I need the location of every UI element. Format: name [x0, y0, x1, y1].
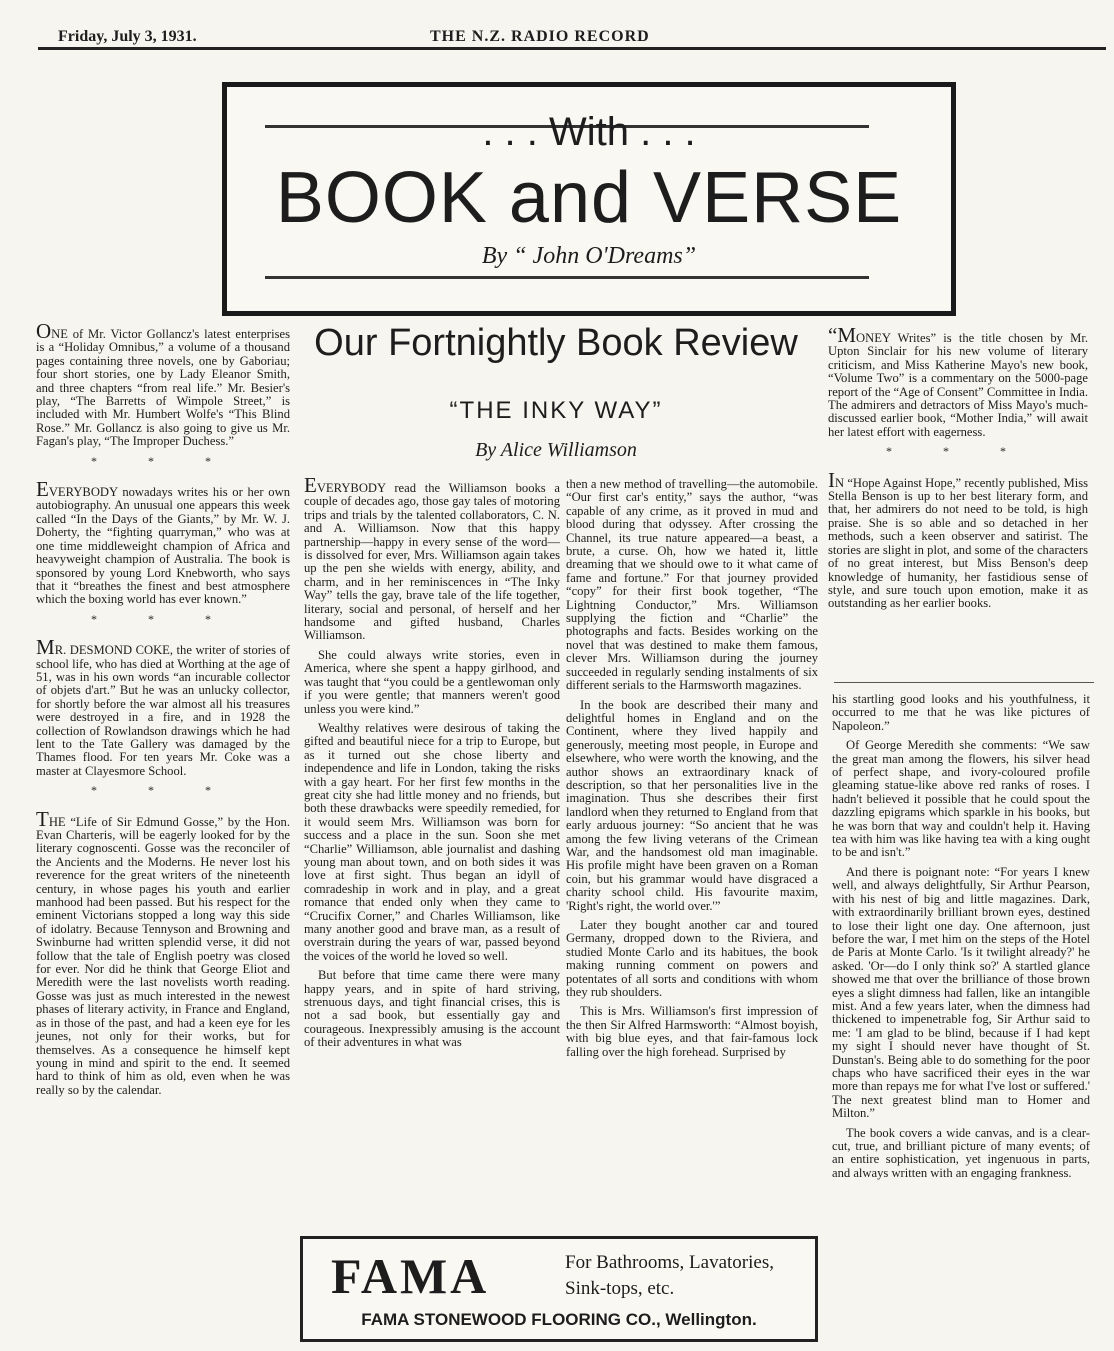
- column-2: [304, 473, 560, 1056]
- separator: * * *: [91, 611, 235, 626]
- review-byline: By Alice Williamson: [475, 439, 637, 461]
- advert-line-2: Sink-tops, etc.: [565, 1278, 675, 1299]
- banner-title: BOOK and VERSE: [275, 158, 903, 238]
- paper-name: THE N.Z. RADIO RECORD: [430, 28, 650, 45]
- article-paragraph: But before that time came there were many happy years, and in spite of hard striving, strenuous days, and tight financial crises, this is not a sad book, but essentially gay and courageous. Inexpressibly amusing is the account of their adventures in what was: [304, 968, 560, 1050]
- column-1: [36, 319, 290, 1103]
- article-paragraph: THE “Life of Sir Edmund Gosse,” by the Hon. Evan Charteris, will be eagerly looked for by the literary cognoscenti. Gosse was the reconciler of the Ancients and the Moderns. He never lost his reverence for the great writers of the nineteenth century, in whose pages his youth and earlier manhood had been passed. But his respect for the eminent Victorians stopped a long way this side of idolatry. Because Tennyson and Browning and Swinburne had written splendid verse, it did not follow that the tale of English poetry was closed for ever. Nor did he think that George Eliot and Meredith were the last novelists worth reading. Gosse was just as much interested in the newest phases of literary activity, in France and England, as in those of the past, and had a keen eye for les jeunes, not only for their works, but for themselves. As a consequence he himself kept young in mind and spirit to the end. It seemed hard to think of him as old, even when he was really so by the calendar.: [36, 806, 290, 1097]
- advert-logo: FAMA: [331, 1248, 490, 1304]
- separator: * * *: [886, 444, 1030, 459]
- article-paragraph: This is Mrs. Williamson's first impression of the then Sir Alfred Harmsworth: “Almost boyish, with big blue eyes, and that fair-famous lock falling over the high forehead. Surprised by: [566, 1004, 818, 1059]
- article-paragraph: Later they bought another car and toured Germany, dropped down to the Riviera, and studied Monte Carlo and its habitues, the book making running comment on powers and potentates of all sorts and conditions with whom they rub shoulders.: [566, 918, 818, 1000]
- article-paragraph: ONE of Mr. Victor Gollancz's latest enterprises is a “Holiday Omnibus,” a volume of a thousand pages containing three novels, one by Gaboriau; four short stories, one by Lady Eleanor Smith, and three chapters “from real life.” Mr. Besier's play, “The Barretts of Wimpole Street,” is included with Mr. Humbert Wolfe's “This Blind Rose.” Mr. Gollancz is also going to give us Mr. Fagan's play, “The Improper Duchess.”: [36, 319, 290, 449]
- article-paragraph: EVERYBODY read the Williamson books a couple of decades ago, those gay tales of motoring trips and trials by the talented collaborators, C. N. and A. Williamson. Now that this happy partnership—happy in every sense of the word—is dissolved for ever, Mrs. Williamson again takes up the pen she wields with energy, ability, and charm, and in her reminiscences in “The Inky Way” tells the gay, brave tale of the life together, literary, social and personal, of herself and her handsome and gifted husband, Charles Williamson.: [304, 473, 560, 643]
- separator: * * *: [91, 453, 235, 468]
- article-paragraph: Wealthy relatives were desirous of taking the gifted and beautiful niece for a trip to Europe, but as it turned out she chose liberty and independence and life in London, taking the risks with a gay heart. For her first few months in the great city she had little money and no friends, but both these drawbacks were speedily remedied, for it would seem Mrs. Williamson was born for success and a place in the sun. Soon she met “Charlie” Williamson, able journalist and dashing young man about town, and on both sides it was love at first sight. Thus began an idyll of comradeship in work and in play, and a great romance that ended only when they came to “Crucifix Corner,” and Charles Williamson, like many another good and brave man, as a result of overstrain during the years of war, passed beyond the voices of the world he loved so well.: [304, 720, 560, 963]
- fama-advert: [300, 1236, 818, 1342]
- article-paragraph: IN “Hope Against Hope,” recently published, Miss Stella Benson is up to her best literary form, and that, her admirers do not need to be told, is high praise. She is so able and so detached in her methods, such a keen observer and satirist. The stories are slight in plot, and some of the characters of no great interest, but Miss Benson's deep knowledge of humanity, her fastidious sense of style, and sure touch upon emotion, make it as outstanding as her earlier books.: [828, 467, 1088, 611]
- banner-with: . . . With . . .: [482, 110, 696, 154]
- column-rule: [834, 682, 1094, 683]
- column-4-top: [828, 323, 1088, 617]
- issue-date: Friday, July 3, 1931.: [58, 28, 197, 45]
- review-title: Our Fortnightly Book Review: [314, 322, 798, 364]
- article-paragraph: MR. DESMOND COKE, the writer of stories of school life, who has died at Worthing at the age of 51, was in his own words “an incurable collector of objets d'art.” But he was an unlucky collector, for shortly before the war almost all his treasures were destroyed in a fire, and in 1928 the collection of Rowlandson drawings which he had lent to the Tate Gallery was damaged by the Thames flood. For ten years Mr. Coke was a master at Clayesmore School.: [36, 635, 290, 778]
- banner-byline: By “ John O'Dreams”: [481, 243, 697, 269]
- column-3: [566, 478, 818, 1065]
- article-paragraph: In the book are described their many and delightful homes in England and on the Continent, where they lived happily and generously, meeting most people, in Europe and elsewhere, who were worth the knowing, and the author shows an extraordinary knack of description, so that her personalities live in the imagination. Thus she describes their first landlord when they returned to England from that early arduous journey: “So ancient that he was among the few living veterans of the Crimean War, and the handsomest old man imaginable. His profile might have been graven on a Roman coin, but his grammar would have disgraced a charity school child. His favourite maxim, 'Right's right, the world over.'”: [566, 697, 818, 913]
- article-paragraph: She could always write stories, even in America, where she spent a happy girlhood, and was taught that “you could be a gentlewoman only if you were gentle; that manners weren't good unless you were kind.”: [304, 647, 560, 716]
- review-subtitle: “THE INKY WAY”: [449, 397, 663, 424]
- separator: * * *: [91, 783, 235, 798]
- article-paragraph: And there is poignant note: “For years I knew well, and always delightfully, Sir Arthur Pearson, with his nest of big and little magazines. Dark, with extraordinarily brilliant brown eyes, destined to lose their light one day. One afternoon, just before the war, I met him on the steps of the Hotel de Paris at Monte Carlo. 'Is it twilight already?' he asked. 'Or—do I only think so?' A startled glance showed me that over the brilliance of those brown eyes a slight dimness had fallen, like an intangible mist. And a few years later, when the dimness had thickened to impenetrable fog, Sir Arthur said to me: 'I am glad to be blind, because if I had kept my sight I should never have thought of St. Dunstan's. Being able to do something for the poor chaps who have sacrificed their eyes in the war more than repays me for what I've lost or suffered.' The next greatest blind man to Homer and Milton.”: [832, 864, 1090, 1121]
- advert-company: FAMA STONEWOOD FLOORING CO., Wellington.: [361, 1310, 757, 1329]
- article-paragraph: “MONEY Writes” is the title chosen by Mr. Upton Sinclair for his new volume of literary criticism, and Miss Katherine Mayo's new book, “Volume Two” is a commentary on the 5000-page report of the “Age of Consent” Committee in India. The admirers and detractors of Miss Mayo's much-discussed earlier book, “Mother India,” will await her latest effort with eagerness.: [828, 323, 1088, 439]
- article-paragraph: his startling good looks and his youthfulness, it occurred to me that he was like pictures of Napoleon.”: [832, 692, 1090, 733]
- article-paragraph: EVERYBODY nowadays writes his or her own autobiography. An unusual one appears this week called “In the Days of the Giants,” by Mr. W. J. Doherty, the “fighting quarryman,” who was at one time middleweight champion of Africa and heavyweight champion of Australia. The book is sponsored by young Lord Knebworth, who says that it “breathes the finest and best atmosphere which the boxing world has ever known.”: [36, 477, 290, 607]
- article-paragraph: then a new method of travelling—the automobile. “Our first car's entity,” says the author, “was capable of any crime, as it proved in mud and blood during that odyssey. After crossing the Channel, its true nature appeared—a beast, a brute, a curse. Oh, how we hated it, little dreaming that we should owe to it what came of fame and fortune.” For that journey provided “copy” for their first book together, “The Lightning Conductor,” Mrs. Williamson supplying the fiction and “Charlie” the photographs and facts. Besides working on the novel that was destined to make them famous, clever Mrs. Williamson during the journey succeeded in regularly sending instalments of six different serials to the Harmsworth magazines.: [566, 477, 818, 693]
- advert-line-1: For Bathrooms, Lavatories,: [565, 1252, 774, 1273]
- header-rule: [38, 47, 1106, 50]
- column-4-bottom: [832, 693, 1090, 1186]
- article-paragraph: Of George Meredith she comments: “We saw the great man among the flowers, his silver head of perfect shape, and ivory-coloured profile gleaming statue-like above red ranks of roses. I hadn't believed it possible that he could spout the dazzling epigrams which sparkle in his books, but he was born that way and couldn't help it. Having tea with him was like having tea with a king ought to be and isn't.”: [832, 738, 1090, 860]
- article-paragraph: The book covers a wide canvas, and is a clear-cut, true, and brilliant picture of many events; of an entire sophistication, yet ingenuous in parts, and always written with an engaging frankness.: [832, 1125, 1090, 1180]
